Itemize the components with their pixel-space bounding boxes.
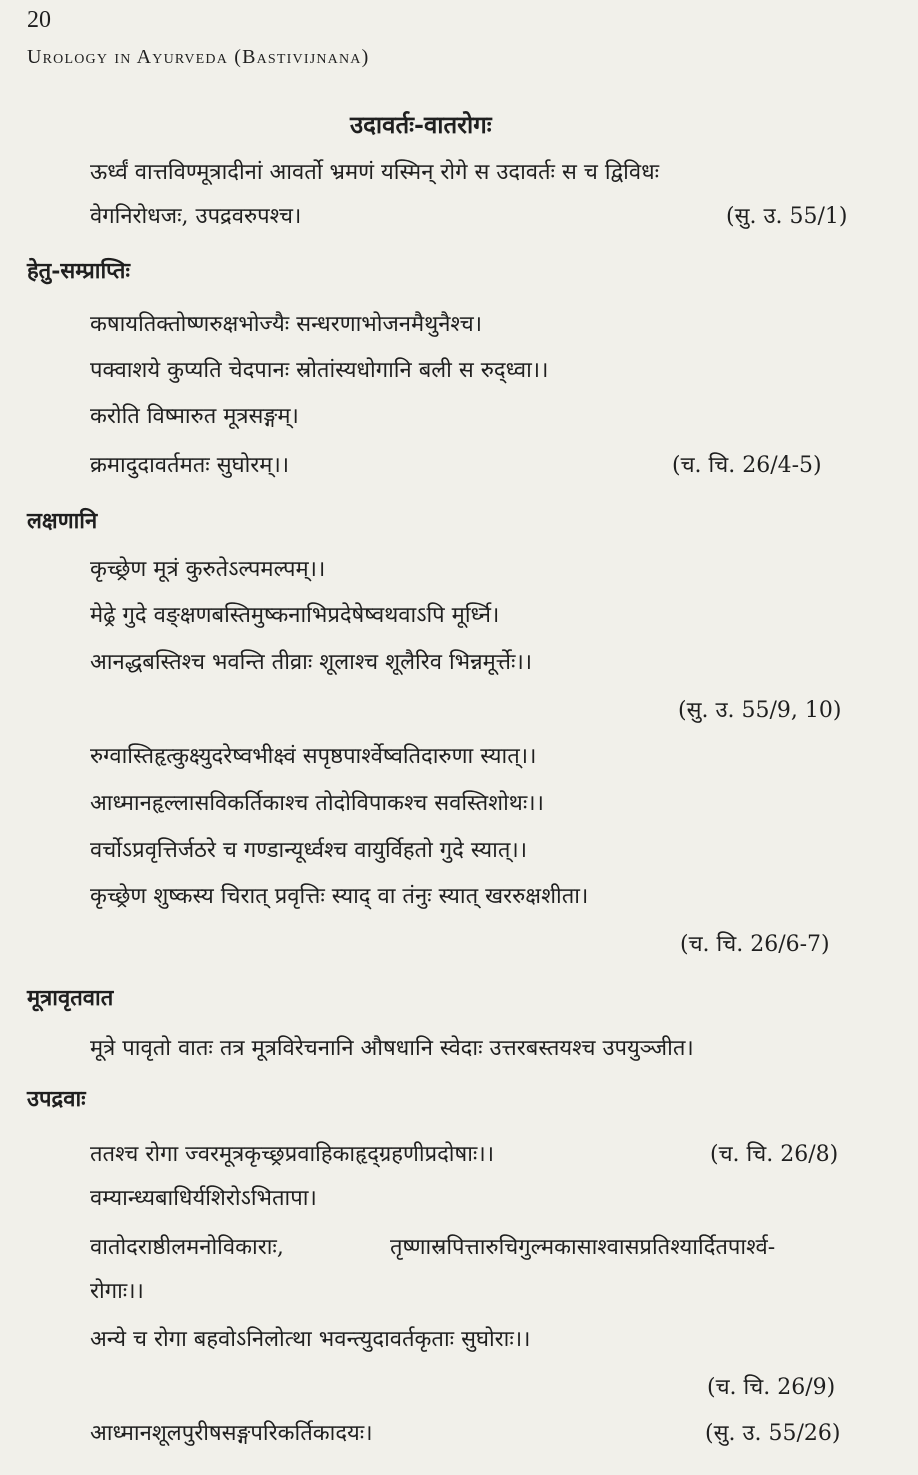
hetu-reference: (च. चि. 26/4-5) [672,453,822,478]
running-head: Urology in Ayurveda (Bastivijnana) [27,46,370,68]
intro-reference: (सु. उ. 55/1) [726,204,848,229]
mutra-line: मूत्रे पावृतो वातः तत्र मूत्रविरेचनानि औषधानि स्वेदाः उत्तरबस्तयश्च उपयुञ्जीत। [90,1036,694,1061]
upadrava-line-2: वम्यान्ध्यबाधिर्यशिरोऽभितापा। [90,1186,317,1211]
hetu-line-4: क्रमादुदावर्तमतः सुघोरम्।। [90,453,290,478]
upadrava-line-5: अन्ये च रोगा बहवोऽनिलोत्था भवन्त्युदावर्तकृताः सुघोराः।। [90,1327,531,1352]
lakshana-line-7: कृच्छ्रेण शुष्कस्य चिरात् प्रवृत्तिः स्याद् वा तंनुः स्यात् खररुक्षशीता। [90,884,589,909]
lakshana-line-2: मेढ्रे गुदे वङ्क्षणबस्तिमुष्कनाभिप्रदेषेष्वथवाऽपि मूर्ध्नि। [90,603,500,628]
upadrava-line-4: रोगाः।। [90,1279,144,1304]
lakshana-line-5: आध्मानहृल्लासविकर्तिकाश्च तोदोविपाकश्च सवस्तिशोथः।। [90,791,544,816]
upadrava-reference-2: (च. चि. 26/9) [707,1375,836,1400]
lakshana-reference-a: (सु. उ. 55/9, 10) [678,698,842,723]
upadrava-reference-3: (सु. उ. 55/26) [705,1421,841,1446]
lakshana-line-4: रुग्वास्तिहृत्कुक्ष्युदरेष्वभीक्ष्वं सपृष्ठपार्श्वेष्वतिदारुणा स्यात्।। [90,744,537,769]
upadrava-line-6: आध्मानशूलपुरीषसङ्गपरिकर्तिकादयः। [90,1421,373,1446]
lakshana-reference-b: (च. चि. 26/6-7) [680,932,830,957]
upadrava-line-3a: वातोदराष्ठीलमनोविकाराः, [90,1235,284,1260]
hetu-line-3: करोति विष्मारुत मूत्रसङ्गम्। [90,404,299,429]
hetu-line-1: कषायतिक्तोष्णरुक्षभोज्यैः सन्धरणाभोजनमैथुनैश्च। [90,312,483,337]
upadrava-heading: उपद्रवाः [27,1086,86,1112]
hetu-line-2: पक्वाशये कुप्यति चेदपानः स्रोतांस्यधोगानि बली स रुद्ध्वा।। [90,358,549,383]
upadrava-reference-1: (च. चि. 26/8) [710,1142,839,1167]
page-number: 20 [27,7,51,33]
upadrava-line-3b: तृष्णास्रपित्तारुचिगुल्मकासाश्वासप्रतिश्यार्दितपार्श्व- [390,1235,776,1260]
intro-line-2: वेगनिरोधजः, उपद्रवरुपश्च। [90,204,302,229]
lakshana-heading: लक्षणानि [27,508,98,534]
section-title: उदावर्तः-वातरोगः [350,110,492,139]
lakshana-line-6: वर्चोऽप्रवृत्तिर्जठरे च गण्डान्यूर्ध्वश्च वायुर्विहतो गुदे स्यात्।। [90,838,528,863]
intro-line-1: ऊर्ध्वं वात्तविण्मूत्रादीनां आवर्तो भ्रमणं यस्मिन् रोगे स उदावर्तः स च द्विविधः [90,160,660,185]
mutra-heading: मूत्रावृतवात [27,985,114,1011]
hetu-heading: हेतु-सम्प्राप्तिः [27,258,130,284]
upadrava-line-1: ततश्च रोगा ज्वरमूत्रकृच्छ्रप्रवाहिकाहृद्ग्रहणीप्रदोषाः।। [90,1142,495,1167]
lakshana-line-1: कृच्छ्रेण मूत्रं कुरुतेऽल्पमल्पम्।। [90,557,326,582]
lakshana-line-3: आनद्धबस्तिश्च भवन्ति तीव्राः शूलाश्च शूलैरिव भिन्नमूर्त्तेः।। [90,650,533,675]
